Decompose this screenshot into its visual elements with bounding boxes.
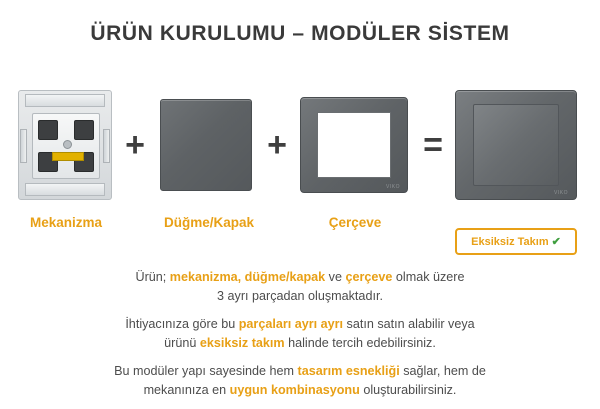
p1-part-a: Ürün; [135, 270, 170, 284]
paragraph-3 [45, 362, 555, 400]
mechanism-terminal [74, 120, 94, 140]
switch-rocker-icon [160, 99, 252, 191]
mechanism-bracket-bottom [25, 183, 105, 196]
p2-part-c: satın satın alabilir veya [343, 317, 475, 331]
switch-mechanism-icon [18, 90, 112, 200]
p3-part-d: mekanınıza en [143, 383, 230, 397]
assembled-rocker [473, 104, 559, 186]
p1-part-c: ve [325, 270, 346, 284]
plus-operator-2: + [267, 126, 287, 164]
frame-opening [317, 112, 391, 178]
p1-part-e: olmak üzere [392, 270, 465, 284]
brand-logo: VIKO [554, 190, 568, 196]
p1-line-2: 3 ayrı parçadan oluşmaktadır. [217, 289, 383, 303]
p2-part-d: ürünü [164, 336, 200, 350]
p1-highlight-frame: çerçeve [345, 270, 393, 284]
p1-highlight-parts: mekanizma, düğme/kapak [169, 270, 326, 284]
paragraph-2 [45, 315, 555, 353]
p3-highlight-combination: uygun kombinasyonu [229, 383, 360, 397]
caption-mechanism: Mekanizma [29, 215, 103, 230]
diagram-item-mechanism [18, 90, 114, 200]
p3-part-f: oluşturabilirsiniz. [359, 383, 457, 397]
diagram-item-frame [300, 90, 410, 200]
p2-part-f: halinde tercih edebilirsiniz. [284, 336, 436, 350]
p2-part-a: İhtiyacınıza göre bu [125, 317, 239, 331]
badge-label: Eksiksiz Takım [471, 236, 549, 248]
equals-operator: = [423, 126, 443, 164]
p3-highlight-design: tasarım esnekliği [297, 364, 400, 378]
mechanism-claw-right [103, 129, 110, 163]
mechanism-screw [63, 140, 72, 149]
diagram-item-assembled [455, 90, 580, 200]
plus-operator-1: + [125, 126, 145, 164]
switch-frame-icon [300, 97, 408, 193]
mechanism-bracket-top [25, 94, 105, 107]
diagram-item-button [160, 90, 256, 200]
brand-logo: VIKO [386, 184, 400, 190]
assembled-switch-icon [455, 90, 577, 200]
p3-part-c: sağlar, hem de [399, 364, 486, 378]
p2-highlight-separate: parçaları ayrı ayrı [238, 317, 344, 331]
caption-button: Düğme/Kapak [163, 215, 255, 230]
mechanism-terminal [38, 120, 58, 140]
assembly-diagram [0, 90, 600, 215]
mechanism-core [32, 113, 100, 179]
p2-highlight-complete-set: eksiksiz takım [199, 336, 285, 350]
check-icon: ✔ [551, 236, 561, 248]
paragraph-1 [45, 268, 555, 306]
mechanism-contact-bar [52, 152, 84, 161]
status-badge [455, 228, 577, 255]
page-title: ÜRÜN KURULUMU – MODÜLER SİSTEM [90, 22, 510, 45]
caption-frame: Çerçeve [328, 215, 382, 230]
p3-part-a: Bu modüler yapı sayesinde hem [114, 364, 298, 378]
description-block [45, 268, 555, 409]
mechanism-claw-left [20, 129, 27, 163]
